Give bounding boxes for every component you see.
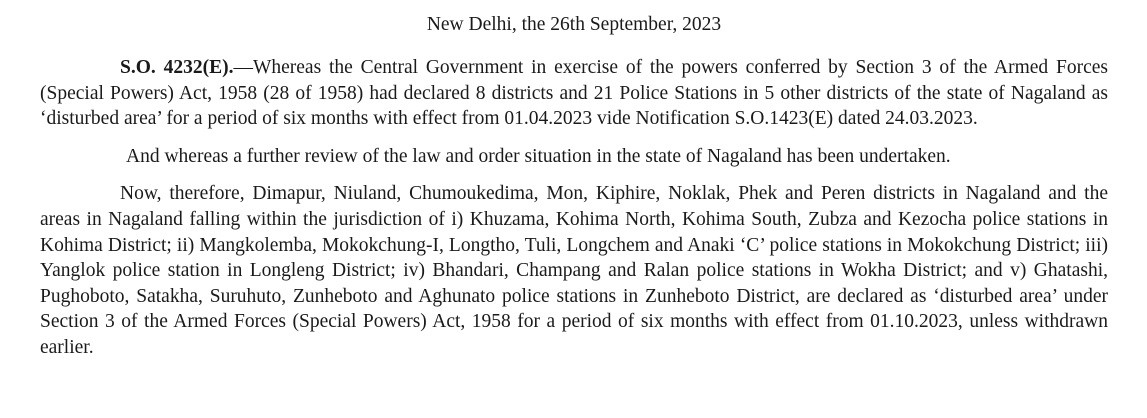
- so-number: S.O. 4232(E).: [120, 57, 234, 78]
- preamble-paragraph: [40, 55, 1108, 132]
- notification-document: [40, 12, 1108, 373]
- review-paragraph: And whereas a further review of the law and order situation in the state of Nagaland has been undertaken.: [126, 145, 951, 167]
- preamble-text: —Whereas the Central Government in exercise of the powers conferred by Section 3 of the Armed Forces (Special Powers) Act, 1958 (28 of 1958) had declared 8 districts and 21 Police Stations in 5 other districts of the state of Nagaland as ‘disturbed area’ for a period of six months with effect from 01.04.2023 vide Notification S.O.1423(E) dated 24.03.2023.: [40, 57, 1108, 130]
- declaration-paragraph: Now, therefore, Dimapur, Niuland, Chumoukedima, Mon, Kiphire, Noklak, Phek and Peren districts in Nagaland and the areas in Nagaland falling within the jurisdiction of i) Khuzama, Kohima North, Kohima South, Zubza and Kezocha police stations in Kohima District; ii) Mangkolemba, Mokokchung-I, Longtho, Tuli, Longchem and Anaki ‘C’ police stations in Mokokchung District; iii) Yanglok police station in Longleng District; iv) Bhandari, Champang and Ralan police stations in Wokha District; and v) Ghatashi, Pughoboto, Satakha, Suruhuto, Zunheboto and Aghunato police stations in Zunheboto District, are declared as ‘disturbed area’ under Section 3 of the Armed Forces (Special Powers) Act, 1958 for a period of six months with effect from 01.10.2023, unless withdrawn earlier.: [40, 183, 1108, 358]
- dateline: New Delhi, the 26th September, 2023: [426, 14, 722, 35]
